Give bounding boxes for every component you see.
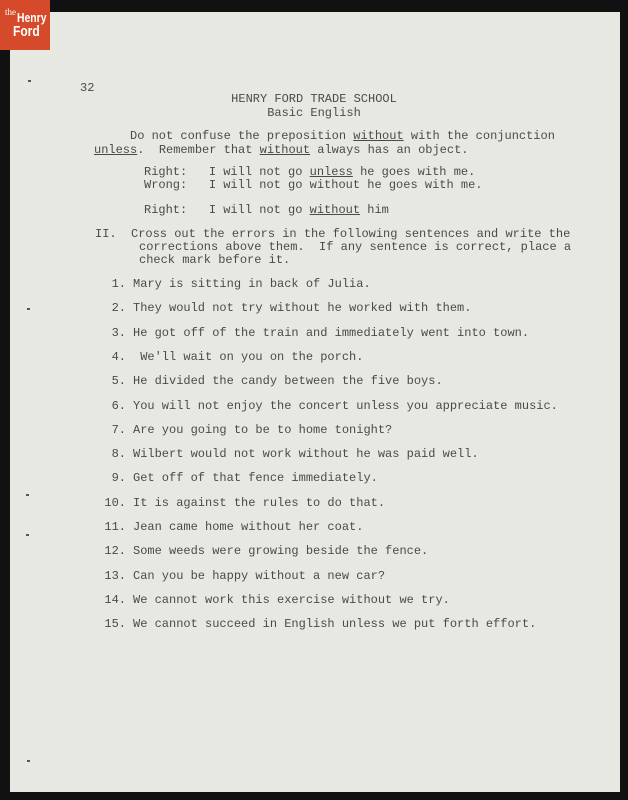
example-wrong: Wrong: I will not go without he goes with me. bbox=[144, 178, 483, 192]
exercise-sentence: Mary is sitting in back of Julia. bbox=[133, 277, 371, 291]
exercise-sentence: Are you going to be to home tonight? bbox=[133, 422, 393, 437]
section-numeral: II. bbox=[95, 227, 117, 241]
exercise-sentence: Get off of that fence immediately. bbox=[133, 471, 378, 486]
exercise-sentence: You will not enjoy the concert unless you appreciate music. bbox=[133, 398, 558, 413]
exercise-sentence: He got off of the train and immediately went into town. bbox=[133, 325, 530, 340]
exercise-sentence: We cannot work this exercise without we try. bbox=[133, 592, 450, 607]
item-number: 13. bbox=[104, 568, 126, 583]
margin-mark bbox=[26, 534, 29, 536]
margin-mark bbox=[26, 494, 29, 496]
item-number: 15. bbox=[104, 617, 126, 632]
exercise-sentence: They would not try without he worked with them. bbox=[133, 301, 472, 316]
section-instructions-3: check mark before it. bbox=[139, 253, 291, 267]
intro-line-1: Do not confuse the preposition without with the conjunction bbox=[130, 129, 555, 143]
margin-mark bbox=[27, 308, 30, 310]
exercise-sentence: He divided the candy between the five boys. bbox=[133, 374, 443, 389]
section-instructions-2: corrections above them. If any sentence is correct, place a bbox=[139, 240, 572, 254]
item-number: 4. bbox=[111, 349, 126, 364]
document-subtitle: Basic English bbox=[267, 106, 361, 120]
item-number: 1. bbox=[111, 277, 126, 291]
section-instructions-1: Cross out the errors in the following sentences and write the bbox=[131, 227, 571, 241]
item-number: 7. bbox=[111, 422, 126, 437]
item-number: 14. bbox=[104, 592, 126, 607]
intro-line-2: unless. Remember that without always has an object. bbox=[94, 143, 469, 157]
example-right-2: Right: I will not go without him bbox=[144, 203, 389, 217]
exercise-sentence: We'll wait on you on the porch. bbox=[133, 349, 364, 364]
exercise-sentence: Jean came home without her coat. bbox=[133, 520, 364, 534]
item-number: 6. bbox=[111, 398, 126, 413]
item-number: 9. bbox=[111, 471, 126, 486]
exercise-sentence: Can you be happy without a new car? bbox=[133, 568, 386, 583]
exercise-sentence: We cannot succeed in English unless we put forth effort. bbox=[133, 617, 537, 632]
item-number: 11. bbox=[104, 520, 126, 534]
document-title: HENRY FORD TRADE SCHOOL bbox=[231, 92, 397, 106]
exercise-sentence: It is against the rules to do that. bbox=[133, 495, 386, 510]
example-right-1: Right: I will not go unless he goes with me. bbox=[144, 165, 476, 179]
item-number: 3. bbox=[111, 325, 126, 340]
item-number: 5. bbox=[111, 374, 126, 389]
exercise-sentence: Some weeds were growing beside the fence. bbox=[133, 544, 429, 559]
item-number: 10. bbox=[104, 495, 126, 510]
page-number: 32 bbox=[80, 81, 95, 95]
exercise-sentence: Wilbert would not work without he was paid well. bbox=[133, 447, 479, 462]
item-number: 12. bbox=[104, 544, 126, 559]
margin-mark bbox=[27, 760, 30, 762]
item-number: 8. bbox=[111, 447, 126, 462]
margin-mark bbox=[28, 80, 31, 82]
henry-ford-logo: the Henry Ford bbox=[0, 0, 50, 50]
item-number: 2. bbox=[111, 301, 126, 316]
